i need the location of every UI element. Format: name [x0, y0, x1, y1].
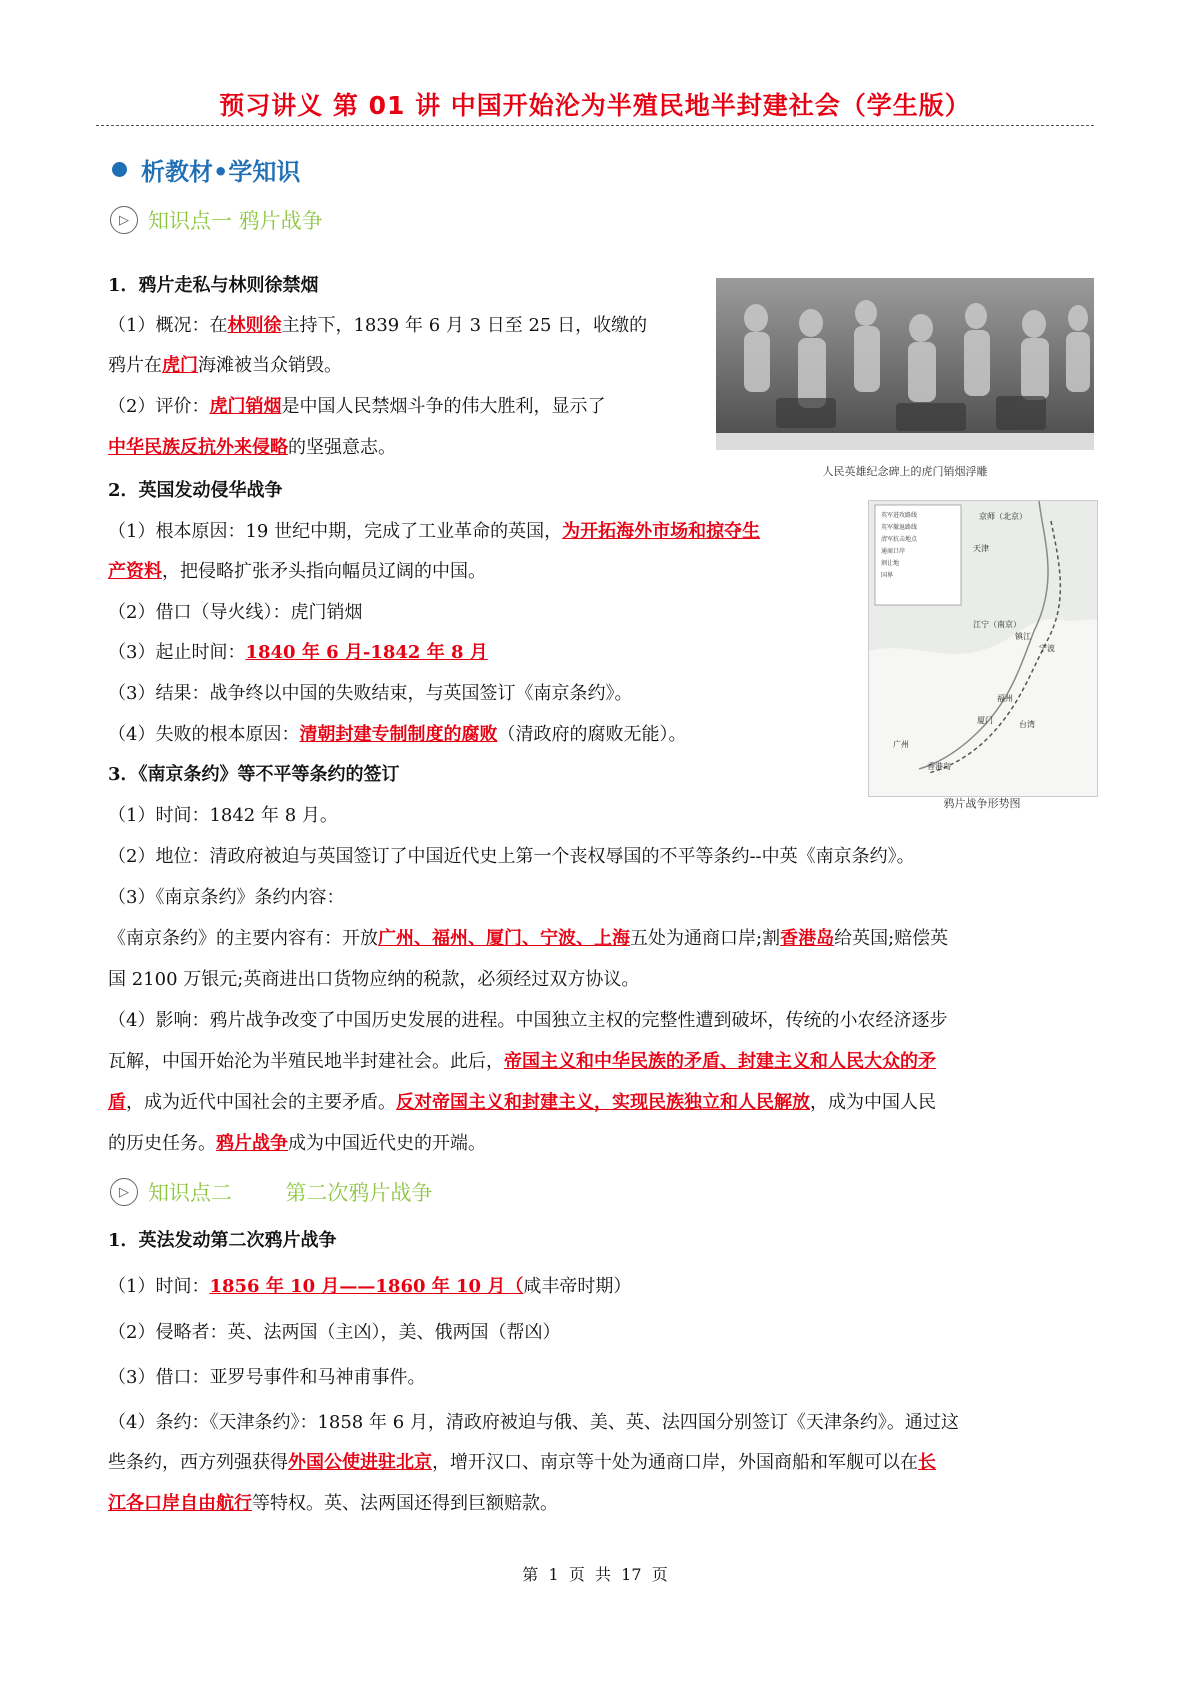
text: 鸦片在: [108, 355, 162, 376]
text: （4）失败的根本原因：: [108, 724, 300, 745]
text: 的历史任务。: [108, 1133, 216, 1154]
figure-caption: 人民英雄纪念碑上的虎门销烟浮雕: [822, 465, 988, 478]
map-legend-item: 英军撤退路线: [881, 524, 918, 531]
text: 瓦解，中国开始沦为半殖民地半封建社会。此后，: [108, 1051, 504, 1072]
subheading-1: 1．鸦片走私与林则徐禁烟: [108, 275, 319, 296]
map-legend-item: 国界: [881, 572, 894, 579]
bullet-dot-icon: [112, 162, 127, 177]
text: （1）概况：在: [108, 315, 228, 336]
paragraph: [108, 1275, 631, 1299]
map-label: 镇江: [1015, 632, 1031, 641]
key-term: 外国公使进驻北京: [288, 1452, 432, 1473]
title-divider: [96, 125, 1094, 126]
knowledge-point-2-label: 知识点二 第二次鸦片战争: [148, 1181, 433, 1205]
paragraph: [108, 436, 396, 460]
paragraph: [108, 1451, 936, 1475]
opium-war-map: [868, 500, 1098, 797]
key-term: 产资料: [108, 561, 162, 582]
paragraph: （3）《南京条约》条约内容：: [108, 887, 345, 908]
paragraph: [108, 314, 647, 338]
key-term: 林则徐: [227, 315, 282, 336]
map-legend-item: 通商口岸: [881, 548, 906, 555]
page-number: 第 1 页 共 17 页: [522, 1565, 668, 1584]
map-legend-item: 割让地: [881, 560, 900, 567]
relief-sculpture-image: [716, 278, 1094, 450]
text: 是中国人民禁烟斗争的伟大胜利，显示了: [281, 396, 606, 417]
key-term: 广州、福州、厦门、宁波、上海: [378, 928, 630, 949]
text: 些条约，西方列强获得: [108, 1452, 288, 1473]
map-label: 香港岛: [927, 762, 951, 771]
paragraph: [108, 520, 760, 544]
map-label: 江宁（南京）: [973, 620, 1021, 629]
knowledge-point-1-heading: [110, 205, 323, 235]
text: 海滩被当众销毁。: [198, 355, 342, 376]
paragraph: [108, 723, 686, 747]
text: 等特权。英、法两国还得到巨额赔款。: [252, 1493, 558, 1514]
text: （1）时间：: [108, 1276, 210, 1297]
key-term: 长: [918, 1452, 936, 1473]
paragraph: [108, 354, 342, 378]
paragraph: （2）侵略者：英、法两国（主凶），美、俄两国（帮凶）: [108, 1322, 561, 1343]
map-drawing: [869, 501, 1097, 796]
text: （1）根本原因：19 世纪中期，完成了工业革命的英国，: [108, 521, 563, 542]
map-label: 天津: [973, 544, 989, 553]
play-circle-icon: ▷: [110, 1178, 138, 1206]
play-circle-icon: ▷: [110, 206, 138, 234]
paragraph: [108, 641, 488, 665]
paragraph: （3）结果：战争终以中国的失败结束，与英国签订《南京条约》。: [108, 683, 633, 704]
paragraph: [108, 1132, 486, 1156]
key-term: 为开拓海外市场和掠夺生: [562, 521, 761, 542]
map-legend-item: 英军进攻路线: [881, 512, 918, 519]
paragraph: [108, 395, 605, 419]
text: ，成为中国人民: [810, 1092, 936, 1113]
section-heading-label: 析教材•学知识: [141, 158, 301, 186]
text: 《南京条约》的主要内容有：开放: [108, 928, 378, 949]
text: 五处为通商口岸;割: [630, 928, 781, 949]
key-term: 1840 年 6 月-1842 年 8 月: [245, 642, 488, 663]
key-term: 虎门销烟: [209, 396, 282, 417]
paragraph: [108, 927, 948, 951]
paragraph: （2）借口（导火线）：虎门销烟: [108, 602, 363, 623]
paragraph: [108, 1091, 936, 1115]
subheading-3: 3．《南京条约》等不平等条约的签订: [108, 764, 400, 785]
key-term: 盾: [108, 1092, 126, 1113]
text: （3）起止时间：: [108, 642, 246, 663]
text: 成为中国近代史的开端。: [288, 1133, 486, 1154]
map-label: 福州: [997, 694, 1013, 703]
paragraph: [108, 560, 486, 584]
map-label: 宁波: [1039, 644, 1055, 653]
key-term: 1856 年 10 月——1860 年 10 月（: [209, 1276, 524, 1297]
text: 咸丰帝时期）: [523, 1276, 632, 1297]
text: （清政府的腐败无能）。: [497, 724, 687, 745]
paragraph: （4）条约：《天津条约》：1858 年 6 月，清政府被迫与俄、美、英、法四国分别签订《天津条约》。通过这: [108, 1412, 959, 1433]
page-title: 预习讲义 第 01 讲 中国开始沦为半殖民地半封建社会（学生版）: [219, 91, 971, 120]
key-term: 清朝封建专制制度的腐败: [299, 724, 498, 745]
key-term: 鸦片战争: [216, 1133, 288, 1154]
key-term: 中华民族反抗外来侵略: [108, 437, 288, 458]
text: ，成为近代中国社会的主要矛盾。: [126, 1092, 396, 1113]
subheading-1: 1．英法发动第二次鸦片战争: [108, 1230, 337, 1251]
section-heading: [112, 152, 300, 187]
paragraph: （2）地位：清政府被迫与英国签订了中国近代史上第一个丧权辱国的不平等条约--中英《南京条约》。: [108, 846, 915, 867]
key-term: 虎门: [162, 355, 198, 376]
key-term: 香港岛: [780, 928, 835, 949]
text: 的坚强意志。: [288, 437, 396, 458]
key-term: 帝国主义和中华民族的矛盾、封建主义和人民大众的矛: [504, 1051, 936, 1072]
paragraph: [108, 1492, 558, 1516]
paragraph: 国 2100 万银元;英商进出口货物应纳的税款，必须经过双方协议。: [108, 969, 640, 990]
map-legend-item: 清军抗击地点: [881, 536, 918, 543]
paragraph: （1）时间：1842 年 8 月。: [108, 805, 338, 826]
subheading-2: 2．英国发动侵华战争: [108, 480, 283, 501]
key-term: 反对帝国主义和封建主义，实现民族独立和人民解放: [396, 1092, 810, 1113]
knowledge-point-1-label: 知识点一 鸦片战争: [148, 209, 323, 233]
map-label: 厦门: [977, 716, 993, 725]
text: 主持下，1839 年 6 月 3 日至 25 日，收缴的: [281, 315, 648, 336]
map-label: 京师（北京）: [979, 512, 1027, 521]
paragraph: （3）借口：亚罗号事件和马神甫事件。: [108, 1367, 426, 1388]
figure-caption: 鸦片战争形势图: [943, 797, 1021, 810]
key-term: 江各口岸自由航行: [108, 1493, 252, 1514]
text: 给英国;赔偿英: [834, 928, 949, 949]
relief-sculpture-drawing: [716, 278, 1094, 450]
map-label: 广州: [893, 740, 909, 749]
text: ，把侵略扩张矛头指向幅员辽阔的中国。: [162, 561, 486, 582]
knowledge-point-2-heading: [110, 1177, 432, 1207]
text: ，增开汉口、南京等十处为通商口岸，外国商船和军舰可以在: [432, 1452, 918, 1473]
map-label: 台湾: [1019, 720, 1035, 729]
text: （2）评价：: [108, 396, 210, 417]
paragraph: （4）影响：鸦片战争改变了中国历史发展的进程。中国独立主权的完整性遭到破坏，传统的小农经济逐步: [108, 1010, 948, 1031]
paragraph: [108, 1050, 936, 1074]
